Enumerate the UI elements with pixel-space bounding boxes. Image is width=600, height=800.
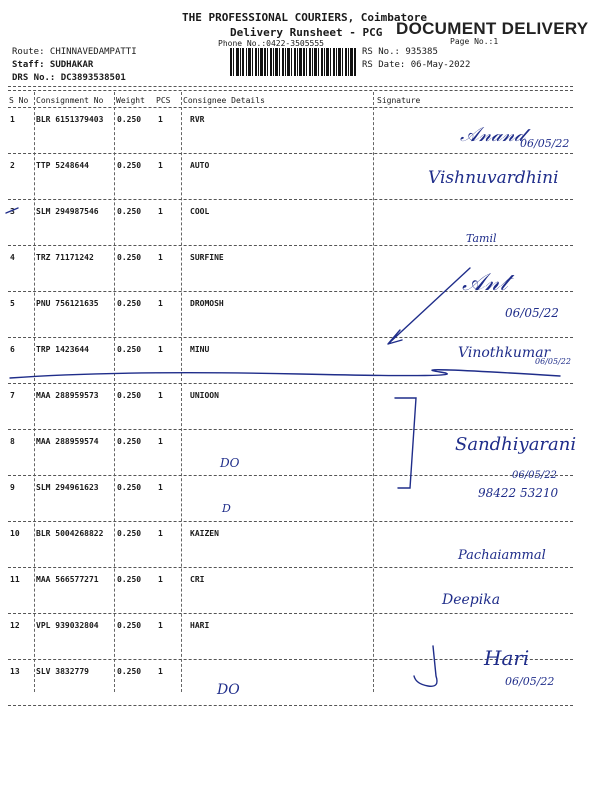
phone-number: Phone No.:0422-3505555: [218, 39, 324, 48]
row-consignment-number: TTP 5248644: [36, 161, 89, 170]
row-weight: 0.250: [117, 575, 142, 584]
row-weight: 0.250: [117, 621, 142, 630]
row-weight: 0.250: [117, 115, 142, 124]
row-sno: 12: [10, 621, 20, 630]
column-header-consignment: Consignment No: [36, 96, 104, 105]
row-consignment-number: VPL 939032804: [36, 621, 99, 630]
pen-hook-stroke: [414, 646, 437, 686]
row-sno: 2: [10, 161, 15, 170]
signature-row-6: Vinothkumar: [458, 345, 551, 361]
row-consignee: MINU: [190, 345, 210, 354]
column-header-weight: Weight: [116, 96, 145, 105]
drs-number: DRS No.: DC3893538501: [12, 73, 126, 83]
pen-row3-mark: [6, 208, 18, 213]
row-sno: 11: [10, 575, 20, 584]
row-sno: 3: [10, 207, 15, 216]
row-sno: 5: [10, 299, 15, 308]
signature-row-11: Pachaiammal: [458, 548, 546, 563]
signature-row-2: Vishnuvardhini: [428, 168, 559, 188]
staff-label: Staff: SUDHAKAR: [12, 60, 94, 70]
row-consignment-number: TRZ 71171242: [36, 253, 94, 262]
row-weight: 0.250: [117, 253, 142, 262]
row-pcs: 1: [158, 437, 163, 446]
document-delivery-stamp: DOCUMENT DELIVERY: [396, 19, 589, 38]
row-pcs: 1: [158, 345, 163, 354]
note-row-13: DO: [217, 682, 240, 698]
rs-number: RS No.: 935385: [362, 47, 438, 57]
signature-row-8: Sandhiyarani: [455, 434, 577, 455]
rs-date: RS Date: 06-May-2022: [362, 60, 471, 70]
row-consignment-number: MAA 566577271: [36, 575, 99, 584]
row-sno: 6: [10, 345, 15, 354]
row-consignee: COOL: [190, 207, 210, 216]
row-pcs: 1: [158, 621, 163, 630]
signature-row-3: Tamil: [466, 232, 497, 245]
row-sno: 9: [10, 483, 15, 492]
row-consignment-number: BLR 5004268822: [36, 529, 104, 538]
row-consignee: DROMOSH: [190, 299, 224, 308]
row-weight: 0.250: [117, 529, 142, 538]
column-header-pcs: PCS: [156, 96, 171, 105]
sheet-title: Delivery Runsheet - PCG: [230, 26, 383, 39]
row-sno: 10: [10, 529, 20, 538]
row-sno: 1: [10, 115, 15, 124]
row-consignment-number: SLM 294961623: [36, 483, 99, 492]
row-consignment-number: BLR 6151379403: [36, 115, 104, 124]
row-weight: 0.250: [117, 299, 142, 308]
signature-row-12: Deepika: [442, 592, 501, 608]
signature-row-13: Hari: [484, 646, 530, 670]
row-consignment-number: TRP 1423644: [36, 345, 89, 354]
note-row-9: D: [222, 502, 231, 515]
row-pcs: 1: [158, 207, 163, 216]
row-consignee: HARI: [190, 621, 210, 630]
row-sno: 13: [10, 667, 20, 676]
pen-underline-stroke: [10, 370, 560, 378]
row-sno: 7: [10, 391, 15, 400]
row-pcs: 1: [158, 253, 163, 262]
signature-row-1-date: 06/05/22: [520, 137, 570, 150]
row-consignee: SURFINE: [190, 253, 224, 262]
column-header-sno: S No: [9, 96, 29, 105]
page-number: Page No.:1: [450, 37, 499, 46]
row-consignment-number: MAA 288959573: [36, 391, 99, 400]
signature-row-8-date: 06/05/22: [512, 470, 557, 481]
row-consignee: KAIZEN: [190, 529, 219, 538]
pen-arrow-stroke: [388, 268, 470, 344]
row-sno: 4: [10, 253, 15, 262]
signature-row-13-date: 06/05/22: [505, 675, 555, 688]
row-pcs: 1: [158, 115, 163, 124]
company-name: THE PROFESSIONAL COURIERS, Coimbatore: [182, 11, 428, 24]
row-pcs: 1: [158, 667, 163, 676]
signature-row-5-date: 06/05/22: [505, 306, 559, 320]
row-consignee: CRI: [190, 575, 205, 584]
row-weight: 0.250: [117, 345, 142, 354]
column-header-consignee: Consignee Details: [183, 96, 265, 105]
signature-row-4: 𝒜𝓃𝓉: [462, 268, 508, 296]
row-sno: 8: [10, 437, 15, 446]
signature-row-1: 𝒜𝓃𝒶𝓃𝒹: [460, 122, 525, 146]
row-weight: 0.250: [117, 207, 142, 216]
row-weight: 0.250: [117, 391, 142, 400]
row-weight: 0.250: [117, 667, 142, 676]
row-consignment-number: PNU 756121635: [36, 299, 99, 308]
signature-row-9-phone: 98422 53210: [478, 486, 559, 500]
row-consignment-number: SLV 3832779: [36, 667, 89, 676]
row-pcs: 1: [158, 391, 163, 400]
pen-bracket-stroke: [395, 398, 416, 488]
row-pcs: 1: [158, 575, 163, 584]
row-pcs: 1: [158, 299, 163, 308]
column-header-signature: Signature: [377, 96, 421, 105]
row-consignment-number: MAA 288959574: [36, 437, 99, 446]
row-consignee: AUTO: [190, 161, 210, 170]
row-weight: 0.250: [117, 483, 142, 492]
row-weight: 0.250: [117, 161, 142, 170]
row-weight: 0.250: [117, 437, 142, 446]
row-pcs: 1: [158, 161, 163, 170]
row-pcs: 1: [158, 529, 163, 538]
row-pcs: 1: [158, 483, 163, 492]
note-row-8: DO: [220, 456, 240, 470]
route-label: Route: CHINNAVEDAMPATTI: [12, 47, 137, 57]
signature-row-6-date: 06/05/22: [535, 357, 571, 366]
row-consignment-number: SLM 294987546: [36, 207, 99, 216]
row-consignee: UNIOON: [190, 391, 219, 400]
row-consignee: RVR: [190, 115, 205, 124]
